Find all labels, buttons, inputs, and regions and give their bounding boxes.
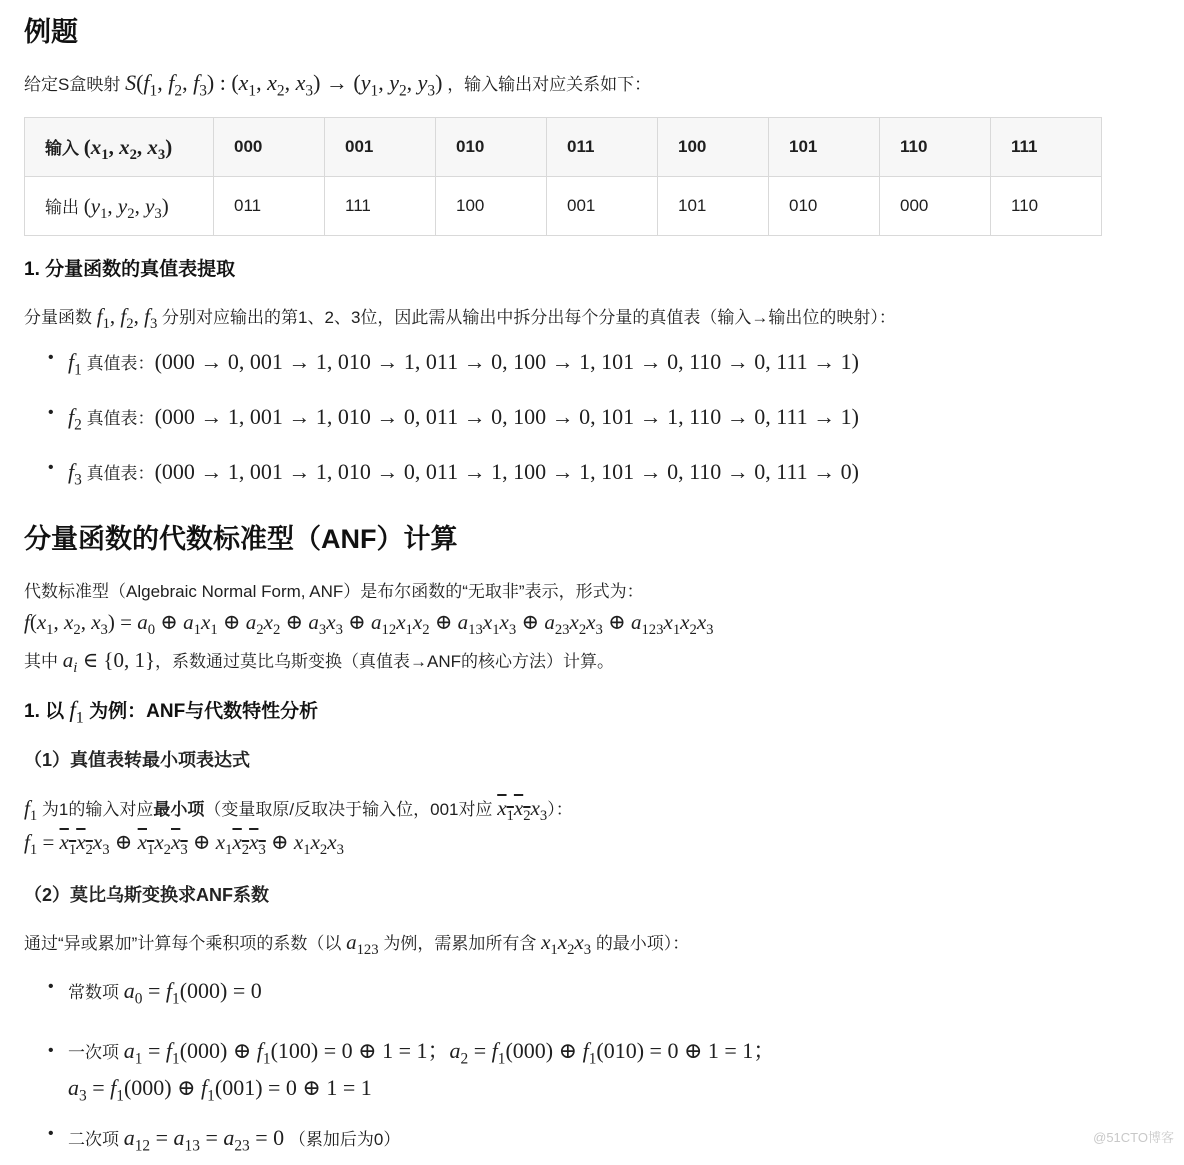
truth-table-list <box>48 349 859 514</box>
output-header-cell: 输出 ($y_1$, $y_2$, $y_3$) <box>25 177 214 236</box>
list-item: • $f_2$ 真值表：(000 → 1, 001 → 1, 010 → 0, 011 → 0, 100 → 0, 101 → 1, 110 → 0, 111 → 1) <box>48 404 859 459</box>
intro-text <box>24 70 652 100</box>
input-header-cell: 输入 ($x_1$, $x_2$, $x_3$) <box>25 118 214 177</box>
list-item: • $f_1$ 真值表：(000 → 0, 001 → 1, 010 → 1, 011 → 0, 100 → 1, 101 → 0, 110 → 0, 111 → 1) <box>48 349 859 404</box>
step2-heading: （2）莫比乌斯变换求ANF系数 <box>24 885 270 905</box>
section1-description: 分量函数 $f_1$, $f_2$, $f_3$ 分别对应输出的第1、2、3位，因此需从输出中拆分出每个分量的真值表（输入→输出位的映射）： <box>24 304 896 333</box>
watermark: @51CTO博客 <box>1093 1130 1174 1145</box>
output-cell: 111 <box>325 177 436 236</box>
output-cell: 101 <box>658 177 769 236</box>
step1-description: $f_1$ 为1的输入对应最小项（变量取原/反取决于输入位，001对应 $x_1x_2x_3$）： <box>24 796 573 825</box>
table-header-row <box>25 118 1102 177</box>
list-item: • 常数项 $a_0 = f_1(000) = 0$ <box>48 978 775 1033</box>
list-item: • 一次项 $a_1 = f_1(000)$ ⊕ $f_1(100) = 0$ ⊕ 1 = 1；$a_2 = f_1(000)$ ⊕ $f_1(010) = 0$ ⊕ 1 = 1； $a_3 = f_1(000)$ ⊕ $f_1(001) = 0$ ⊕ 1 = 1 <box>48 1033 775 1125</box>
step2-description: 通过“异或累加”计算每个乘积项的系数（以 $a_{123}$ 为例，需累加所有含 $x_1x_2x_3$ 的最小项）： <box>24 930 690 959</box>
sbox-table <box>24 117 1102 236</box>
output-cell: 011 <box>214 177 325 236</box>
input-cell: 101 <box>769 118 880 177</box>
input-cell: 110 <box>880 118 991 177</box>
output-cell: 000 <box>880 177 991 236</box>
subsection-heading-f1: 1. 以 $f_1$ 为例：ANF与代数特性分析 <box>24 697 319 727</box>
f1-minterm-formula: $f_1 = x_1x_2x_3$ ⊕ $x_1x_2x_3$ ⊕ $x_1x_2x_3$ ⊕ $x_1x_2x_3$ <box>24 830 344 859</box>
anf-where-clause: 其中 $a_i$ ∈ {0, 1}，系数通过莫比乌斯变换（真值表→ANF的核心方法）计算。 <box>24 648 615 677</box>
page-title: 例题 <box>24 17 78 47</box>
coefficient-list <box>48 978 775 1165</box>
input-cell: 100 <box>658 118 769 177</box>
component-functions-math: $f_1$, $f_2$, $f_3$ <box>96 304 158 333</box>
output-cell: 110 <box>991 177 1102 236</box>
section-heading-truth-table: 1. 分量函数的真值表提取 <box>24 259 236 280</box>
input-cell: 000 <box>214 118 325 177</box>
input-cell: 010 <box>436 118 547 177</box>
table-row <box>25 177 1102 236</box>
list-item: • 二次项 $a_{12} = a_{13} = a_{23} = 0$ （累加后为0） <box>48 1125 775 1165</box>
anf-description: 代数标准型（Algebraic Normal Form, ANF）是布尔函数的“无取非”表示，形式为： <box>24 582 644 601</box>
output-cell: 010 <box>769 177 880 236</box>
anf-general-formula: $f(x_1$, $x_2$, $x_3) = a_0$ ⊕ $a_1x_1$ ⊕ $a_2x_2$ ⊕ $a_3x_3$ ⊕ $a_{12}x_1x_2$ ⊕ $a_{13}x_1x_3$ ⊕ $a_{23}x_2x_3$ ⊕ $a_{123}x_1x_2x_3$ <box>24 610 714 639</box>
output-cell: 001 <box>547 177 658 236</box>
input-cell: 011 <box>547 118 658 177</box>
intro-prefix: 给定S盒映射 <box>24 75 121 94</box>
output-cell: 100 <box>436 177 547 236</box>
list-item: • $f_3$ 真值表：(000 → 1, 001 → 1, 010 → 0, 011 → 1, 100 → 1, 101 → 0, 110 → 0, 111 → 0) <box>48 459 859 514</box>
input-cell: 001 <box>325 118 436 177</box>
intro-suffix: ，输入输出对应关系如下： <box>447 75 652 94</box>
input-cell: 111 <box>991 118 1102 177</box>
intro-math: $S(f_1$, $f_2$, $f_3$) : ($x_1$, $x_2$, $x_3) \to (y_1$, $y_2$, $y_3$) <box>125 70 443 100</box>
section-heading-anf: 分量函数的代数标准型（ANF）计算 <box>24 524 458 554</box>
step1-heading: （1）真值表转最小项表达式 <box>24 750 251 770</box>
